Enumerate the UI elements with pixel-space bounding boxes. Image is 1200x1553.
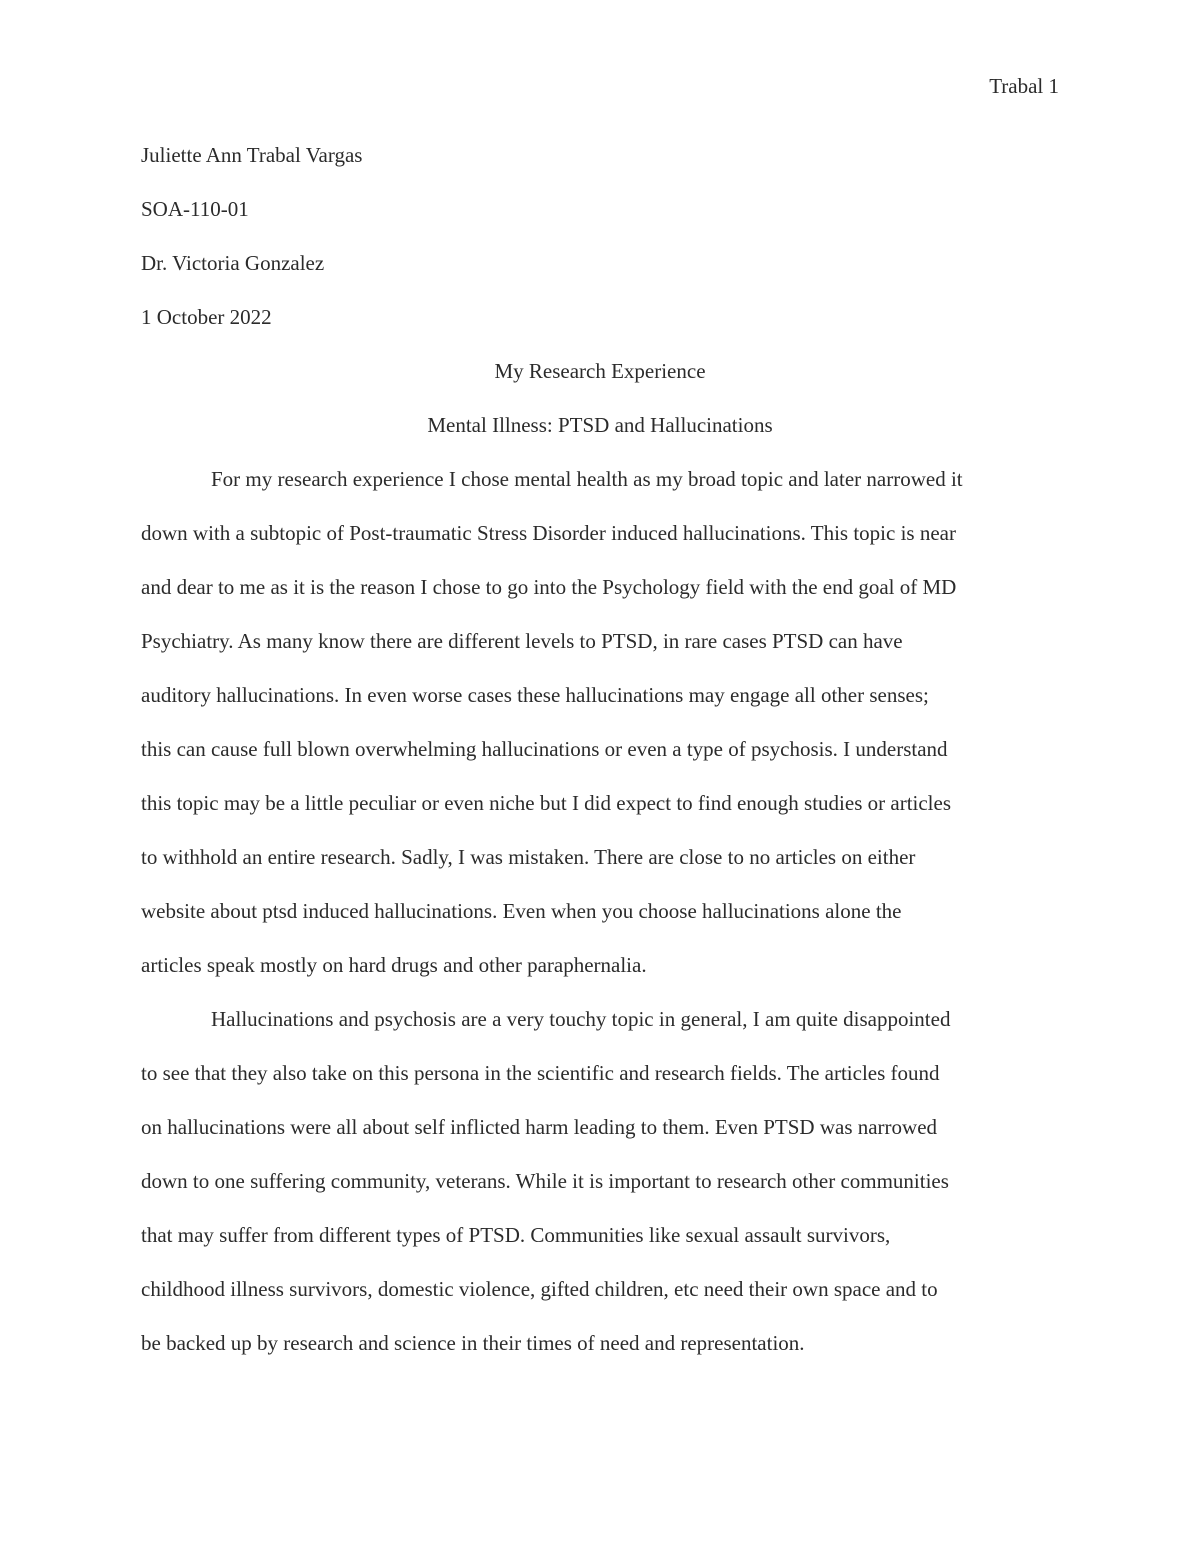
paragraph-line: be backed up by research and science in their times of need and representation.: [141, 1331, 805, 1355]
paragraph-line: this can cause full blown overwhelming hallucinations or even a type of psychosis. I understand: [141, 737, 948, 761]
paragraph-line: this topic may be a little peculiar or even niche but I did expect to find enough studies or articles: [141, 791, 952, 815]
paragraph-2: [141, 1006, 1059, 1384]
paragraph-line: Hallucinations and psychosis are a very touchy topic in general, I am quite disappointed: [211, 1007, 951, 1031]
paragraph-line: to withhold an entire research. Sadly, I was mistaken. There are close to no articles on either: [141, 845, 916, 869]
document-subtitle: Mental Illness: PTSD and Hallucinations: [427, 413, 773, 437]
heading-block: [141, 142, 1059, 358]
paragraph-line: that may suffer from different types of PTSD. Communities like sexual assault survivors,: [141, 1223, 891, 1247]
body-text: [141, 466, 1059, 1384]
paragraph-line: and dear to me as it is the reason I chose to go into the Psychology field with the end goal of MD: [141, 575, 957, 599]
paragraph-line: Psychiatry. As many know there are different levels to PTSD, in rare cases PTSD can have: [141, 629, 903, 653]
course-code: SOA-110-01: [141, 197, 249, 221]
paragraph-line: to see that they also take on this persona in the scientific and research fields. The articles found: [141, 1061, 940, 1085]
paragraph-line: For my research experience I chose mental health as my broad topic and later narrowed it: [211, 467, 963, 491]
paragraph-line: articles speak mostly on hard drugs and other paraphernalia.: [141, 953, 647, 977]
running-head: Trabal 1: [989, 74, 1059, 98]
paragraph-line: auditory hallucinations. In even worse cases these hallucinations may engage all other senses;: [141, 683, 929, 707]
paragraph-line: on hallucinations were all about self inflicted harm leading to them. Even PTSD was narrowed: [141, 1115, 938, 1139]
instructor-name: Dr. Victoria Gonzalez: [141, 251, 325, 275]
document-date: 1 October 2022: [141, 305, 272, 329]
paragraph-1: [141, 466, 1059, 1006]
author-name: Juliette Ann Trabal Vargas: [141, 143, 363, 167]
paragraph-line: childhood illness survivors, domestic violence, gifted children, etc need their own space and to: [141, 1277, 938, 1301]
paragraph-line: down to one suffering community, veterans. While it is important to research other communities: [141, 1169, 949, 1193]
paragraph-line: down with a subtopic of Post-traumatic Stress Disorder induced hallucinations. This topic is near: [141, 521, 956, 545]
title-block: [141, 358, 1059, 466]
document-title: My Research Experience: [494, 359, 706, 383]
paragraph-line: website about ptsd induced hallucinations. Even when you choose hallucinations alone the: [141, 899, 902, 923]
